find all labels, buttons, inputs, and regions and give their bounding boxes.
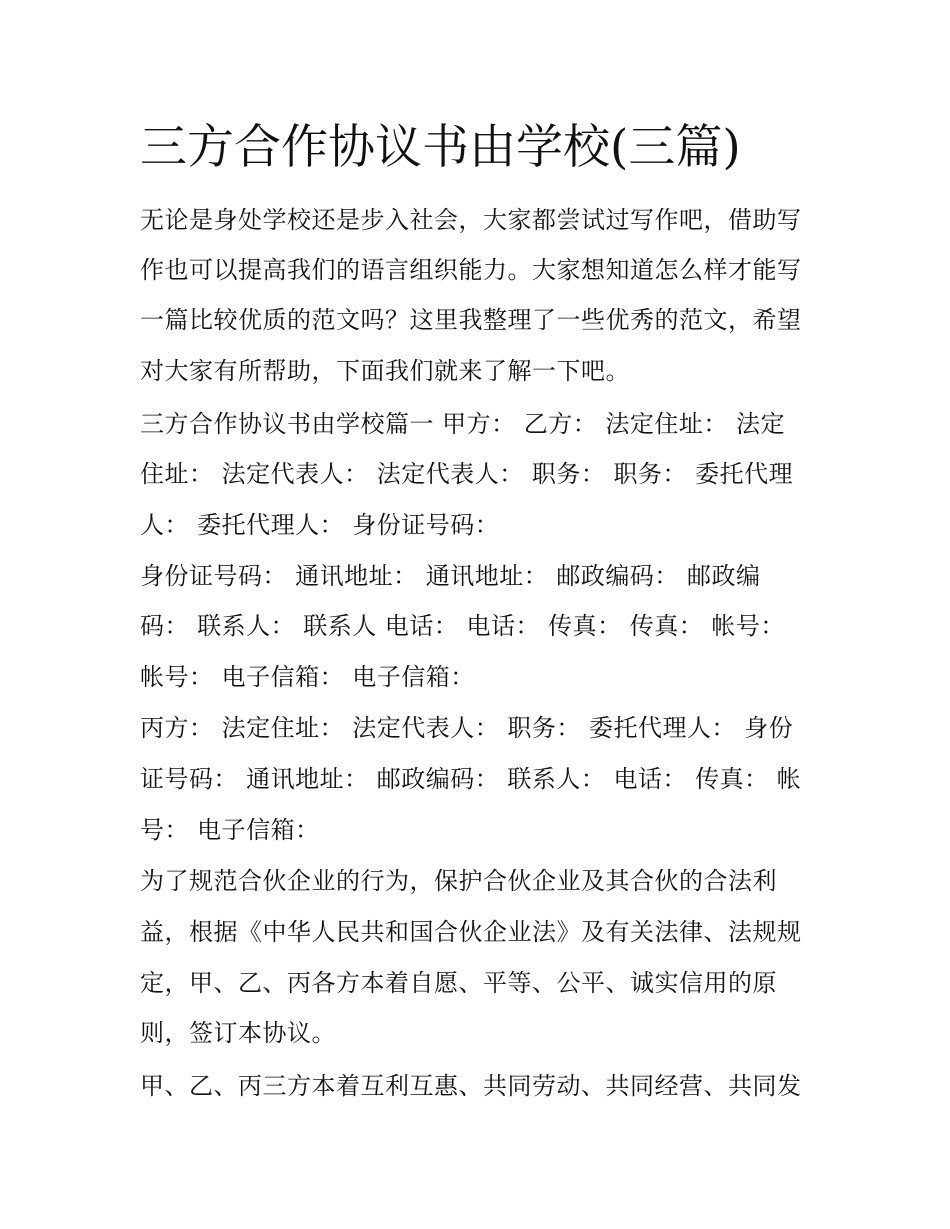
body-line-8: 身份证号码： 通讯地址： 通讯地址： 邮政编码： 邮政编 bbox=[140, 562, 761, 590]
body-line-5: 三方合作协议书由学校篇一 甲方： 乙方： 法定住址： 法定 bbox=[140, 410, 786, 438]
body-line-11: 丙方： 法定住址： 法定代表人： 职务： 委托代理人： 身份 bbox=[140, 714, 794, 742]
body-line-13: 号： 电子信箱： bbox=[140, 816, 320, 844]
body-line-4: 对大家有所帮助，下面我们就来了解一下吧。 bbox=[140, 357, 630, 385]
body-line-1: 无论是身处学校还是步入社会，大家都尝试过写作吧，借助写 bbox=[140, 206, 802, 234]
body-line-14: 为了规范合伙企业的行为，保护合伙企业及其合伙的合法利 bbox=[140, 867, 777, 895]
body-line-3: 一篇比较优质的范文吗？这里我整理了一些优秀的范文，希望 bbox=[140, 306, 802, 334]
body-line-16: 定，甲、乙、丙各方本着自愿、平等、公平、诚实信用的原 bbox=[140, 969, 777, 997]
body-line-17: 则，签订本协议。 bbox=[140, 1019, 336, 1047]
body-line-12: 证号码： 通讯地址： 邮政编码： 联系人： 电话： 传真： 帐 bbox=[140, 765, 802, 793]
body-line-18: 甲、乙、丙三方本着互利互惠、共同劳动、共同经营、共同发 bbox=[140, 1072, 802, 1100]
body-line-2: 作也可以提高我们的语言组织能力。大家想知道怎么样才能写 bbox=[140, 256, 802, 284]
body-line-9: 码： 联系人： 联系人 电话： 电话： 传真： 传真： 帐号： bbox=[140, 612, 785, 640]
body-line-7: 人： 委托代理人： 身份证号码： bbox=[140, 511, 500, 539]
document-title: 三方合作协议书由学校(三篇) bbox=[140, 120, 741, 175]
body-line-10: 帐号： 电子信箱： 电子信箱： bbox=[140, 663, 475, 691]
body-line-15: 益，根据《中华人民共和国合伙企业法》及有关法律、法规规 bbox=[140, 918, 802, 946]
body-line-6: 住址： 法定代表人： 法定代表人： 职务： 职务： 委托代理 bbox=[140, 460, 794, 488]
